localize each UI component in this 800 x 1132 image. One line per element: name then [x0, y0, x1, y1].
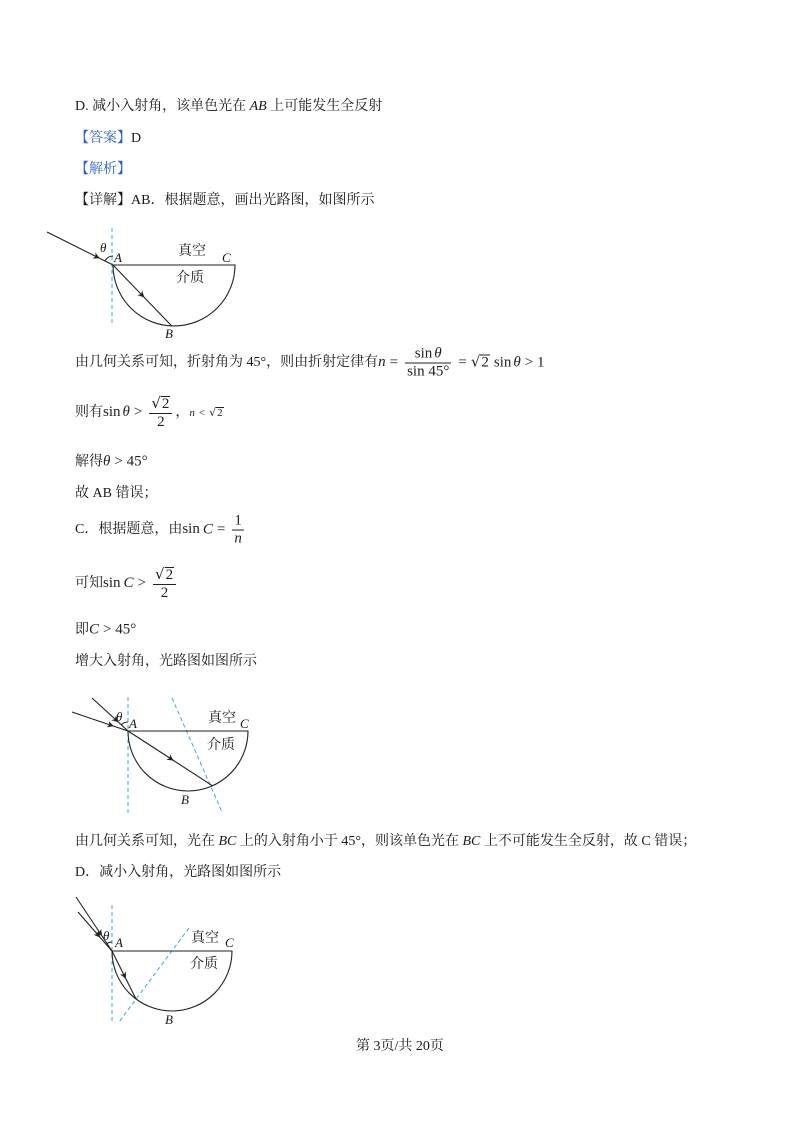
option-d-suffix: 上可能发生全反射: [266, 99, 383, 114]
option-d-prefix: D. 减小入射角，该单色光在: [75, 99, 250, 114]
sin-function: sin: [493, 354, 512, 371]
separator-comma: ，: [175, 405, 190, 421]
answer-label: 【答案】: [75, 131, 131, 146]
greater-than-sign: >: [133, 404, 143, 421]
radicand: 2: [481, 354, 489, 371]
sqrt-two: [471, 354, 490, 370]
answer-line: [75, 129, 141, 149]
bc-conclusion-part-1: 由几何关系可知，光在: [75, 834, 219, 849]
sin-function: sin: [182, 521, 200, 538]
theta-label: θ: [116, 709, 123, 724]
refracted-ray: [112, 951, 136, 999]
fraction-denominator: sin 45°: [407, 363, 450, 380]
fraction-denominator: n: [234, 530, 242, 547]
solve-line: [75, 452, 148, 473]
ab-wrong-text: 故 AB 错误；: [75, 486, 158, 501]
fraction-1-over-n: [232, 513, 244, 548]
vacuum-label: 真空: [178, 244, 206, 259]
point-c-label: C: [240, 716, 249, 731]
fraction-denominator: 2: [160, 585, 169, 601]
refraction-law-line: [75, 346, 544, 381]
vacuum-label: 真空: [208, 711, 236, 726]
then-have-text: 则有: [75, 405, 103, 421]
decrease-angle-line: [75, 863, 281, 883]
c-result-text: 即: [75, 622, 89, 638]
angle-c-symbol: C: [123, 575, 134, 592]
detail-text: AB．根据题意，画出光路图，如图所示: [131, 193, 375, 208]
point-a-label: A: [114, 250, 122, 265]
ab-wrong-line: [75, 484, 157, 504]
then-have-line: [75, 395, 224, 431]
solve-text: 解得: [75, 454, 103, 470]
equals-sign: =: [216, 521, 226, 538]
radical-sign: √: [470, 352, 481, 371]
c-result-line: [75, 620, 136, 641]
sin-function: sin: [414, 345, 433, 362]
radicand: 2: [165, 567, 174, 583]
radical-sign: √: [209, 406, 217, 420]
analysis-label: 【解析】: [75, 162, 131, 177]
analysis-line: [75, 160, 131, 180]
theta-symbol: θ: [103, 453, 111, 470]
fraction-sqrt2-over-2: [149, 395, 172, 431]
inequality-rest: > 45°: [103, 621, 137, 638]
medium-label: 介质: [207, 738, 235, 753]
radical-sign: √: [151, 394, 161, 412]
detail-label: 【详解】: [75, 193, 131, 208]
figure-1-light-path-diagram: [40, 222, 250, 347]
medium-label: 介质: [190, 957, 218, 972]
point-c-label: C: [225, 935, 234, 950]
sin-function: sin: [103, 575, 121, 592]
symbol-n: n: [378, 354, 386, 371]
figure-3-light-path-diagram: [65, 893, 245, 1028]
equals-sign: =: [458, 354, 467, 371]
radicand: 2: [161, 396, 170, 412]
angle-c-symbol: C: [202, 521, 213, 538]
increase-angle-text: 增大入射角，光路图如图所示: [75, 654, 257, 669]
inequality-rest: > 1: [524, 354, 545, 371]
increase-angle-line: [75, 652, 257, 672]
fraction-sin-theta-over-sin45: [405, 346, 451, 381]
page-footer: 第 3页/共 20页: [356, 1039, 444, 1054]
refracted-ray: [128, 731, 213, 786]
theta-label: θ: [103, 928, 110, 943]
radicand: 2: [217, 407, 223, 420]
detail-line: [75, 191, 374, 211]
c-intro-text: C．根据题意，由: [75, 522, 183, 538]
symbol-n: n: [189, 407, 195, 420]
bc-conclusion-part-2: 上的入射角小于 45°，则该单色光在: [236, 834, 463, 849]
inequality-rest: > 45°: [114, 453, 148, 470]
vacuum-label: 真空: [191, 931, 219, 946]
segment-bc: BC: [462, 834, 481, 849]
point-b-label: B: [165, 326, 173, 341]
point-a-label: A: [129, 716, 137, 731]
equals-sign: =: [389, 354, 399, 371]
decrease-angle-text: D．减小入射角，光路图如图所示: [75, 865, 282, 880]
incident-ray: [92, 698, 128, 731]
point-a-label: A: [115, 935, 123, 950]
less-than-sign: <: [198, 407, 206, 420]
bc-conclusion-line: [75, 832, 696, 852]
theta-label: θ: [100, 240, 107, 255]
angle-c-symbol: C: [89, 621, 100, 638]
answer-value: D: [131, 131, 142, 146]
figure-2-light-path-diagram: [65, 690, 255, 820]
point-b-label: B: [165, 1012, 173, 1027]
point-c-label: C: [222, 250, 231, 265]
c-know-line: [75, 566, 179, 602]
sqrt-two: [209, 407, 224, 419]
greater-than-sign: >: [137, 575, 146, 592]
theta-symbol: θ: [434, 345, 442, 362]
bc-conclusion-part-3: 上不可能发生全反射，故 C 错误；: [480, 834, 697, 849]
option-d-line: [75, 97, 382, 117]
point-b-label: B: [181, 792, 189, 807]
segment-bc: BC: [218, 834, 237, 849]
semicircle-medium-outline: [113, 265, 235, 326]
segment-ab: AB: [249, 99, 267, 114]
theta-symbol: θ: [513, 354, 521, 371]
c-intro-line: [75, 513, 247, 548]
c-know-text: 可知: [75, 576, 103, 592]
fraction-sqrt2-over-2: [153, 566, 176, 602]
fraction-numerator: [153, 566, 176, 585]
fraction-numerator: 1: [234, 512, 242, 529]
radical-sign: √: [155, 565, 165, 583]
medium-label: 介质: [176, 271, 204, 286]
fraction-denominator: 2: [157, 414, 165, 430]
theta-symbol: θ: [122, 404, 130, 421]
refraction-law-text: 由几何关系可知，折射角为 45°，则由折射定律有: [75, 355, 379, 371]
sin-function: sin: [103, 404, 121, 421]
fraction-numerator: [149, 395, 172, 414]
fraction-numerator: [405, 346, 451, 364]
